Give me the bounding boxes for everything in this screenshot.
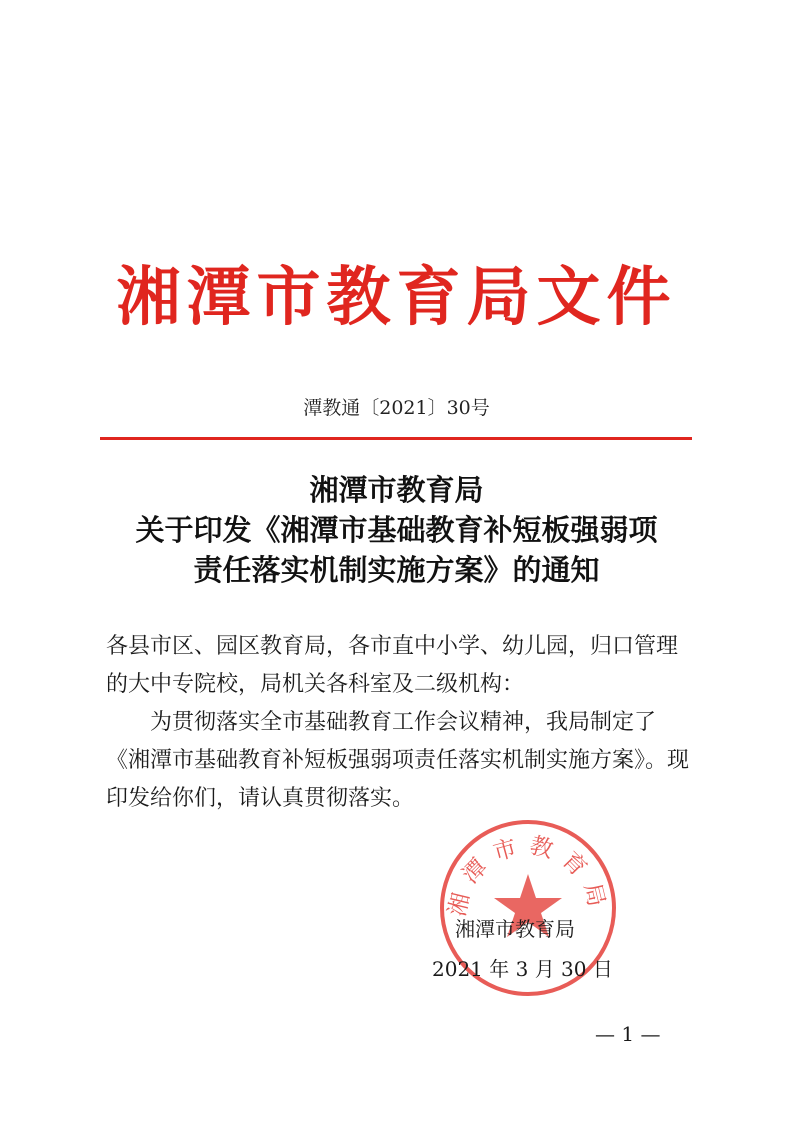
seal-text: 湘潭市教育局 [444,832,612,919]
document-title [0,470,793,590]
title-line-1: 湘潭市教育局 [309,473,484,507]
issuer-name: 湘潭市教育局 [455,917,575,941]
title-line-2: 关于印发《湘潭市基础教育补短板强弱项 [135,513,658,547]
body-paragraph: 为贯彻落实全市基础教育工作会议精神，我局制定了《湘潭市基础教育补短板强弱项责任落实机制实施方案》。现印发给你们，请认真贯彻落实。 [106,710,690,811]
document-number: 潭教通〔2021〕30号 [303,397,490,419]
title-line-3: 责任落实机制实施方案》的通知 [193,553,600,587]
issue-date: 2021 年 3 月 30 日 [432,957,613,981]
red-separator-line [100,437,692,440]
page-number: — 1 — [595,1022,661,1046]
masthead-title: 湘潭市教育局文件 [116,261,677,335]
recipients-text: 各县市区、园区教育局，各市直中小学、幼儿园，归口管理的大中专院校，局机关各科室及二级机构： [106,634,679,697]
document-body [106,628,698,818]
